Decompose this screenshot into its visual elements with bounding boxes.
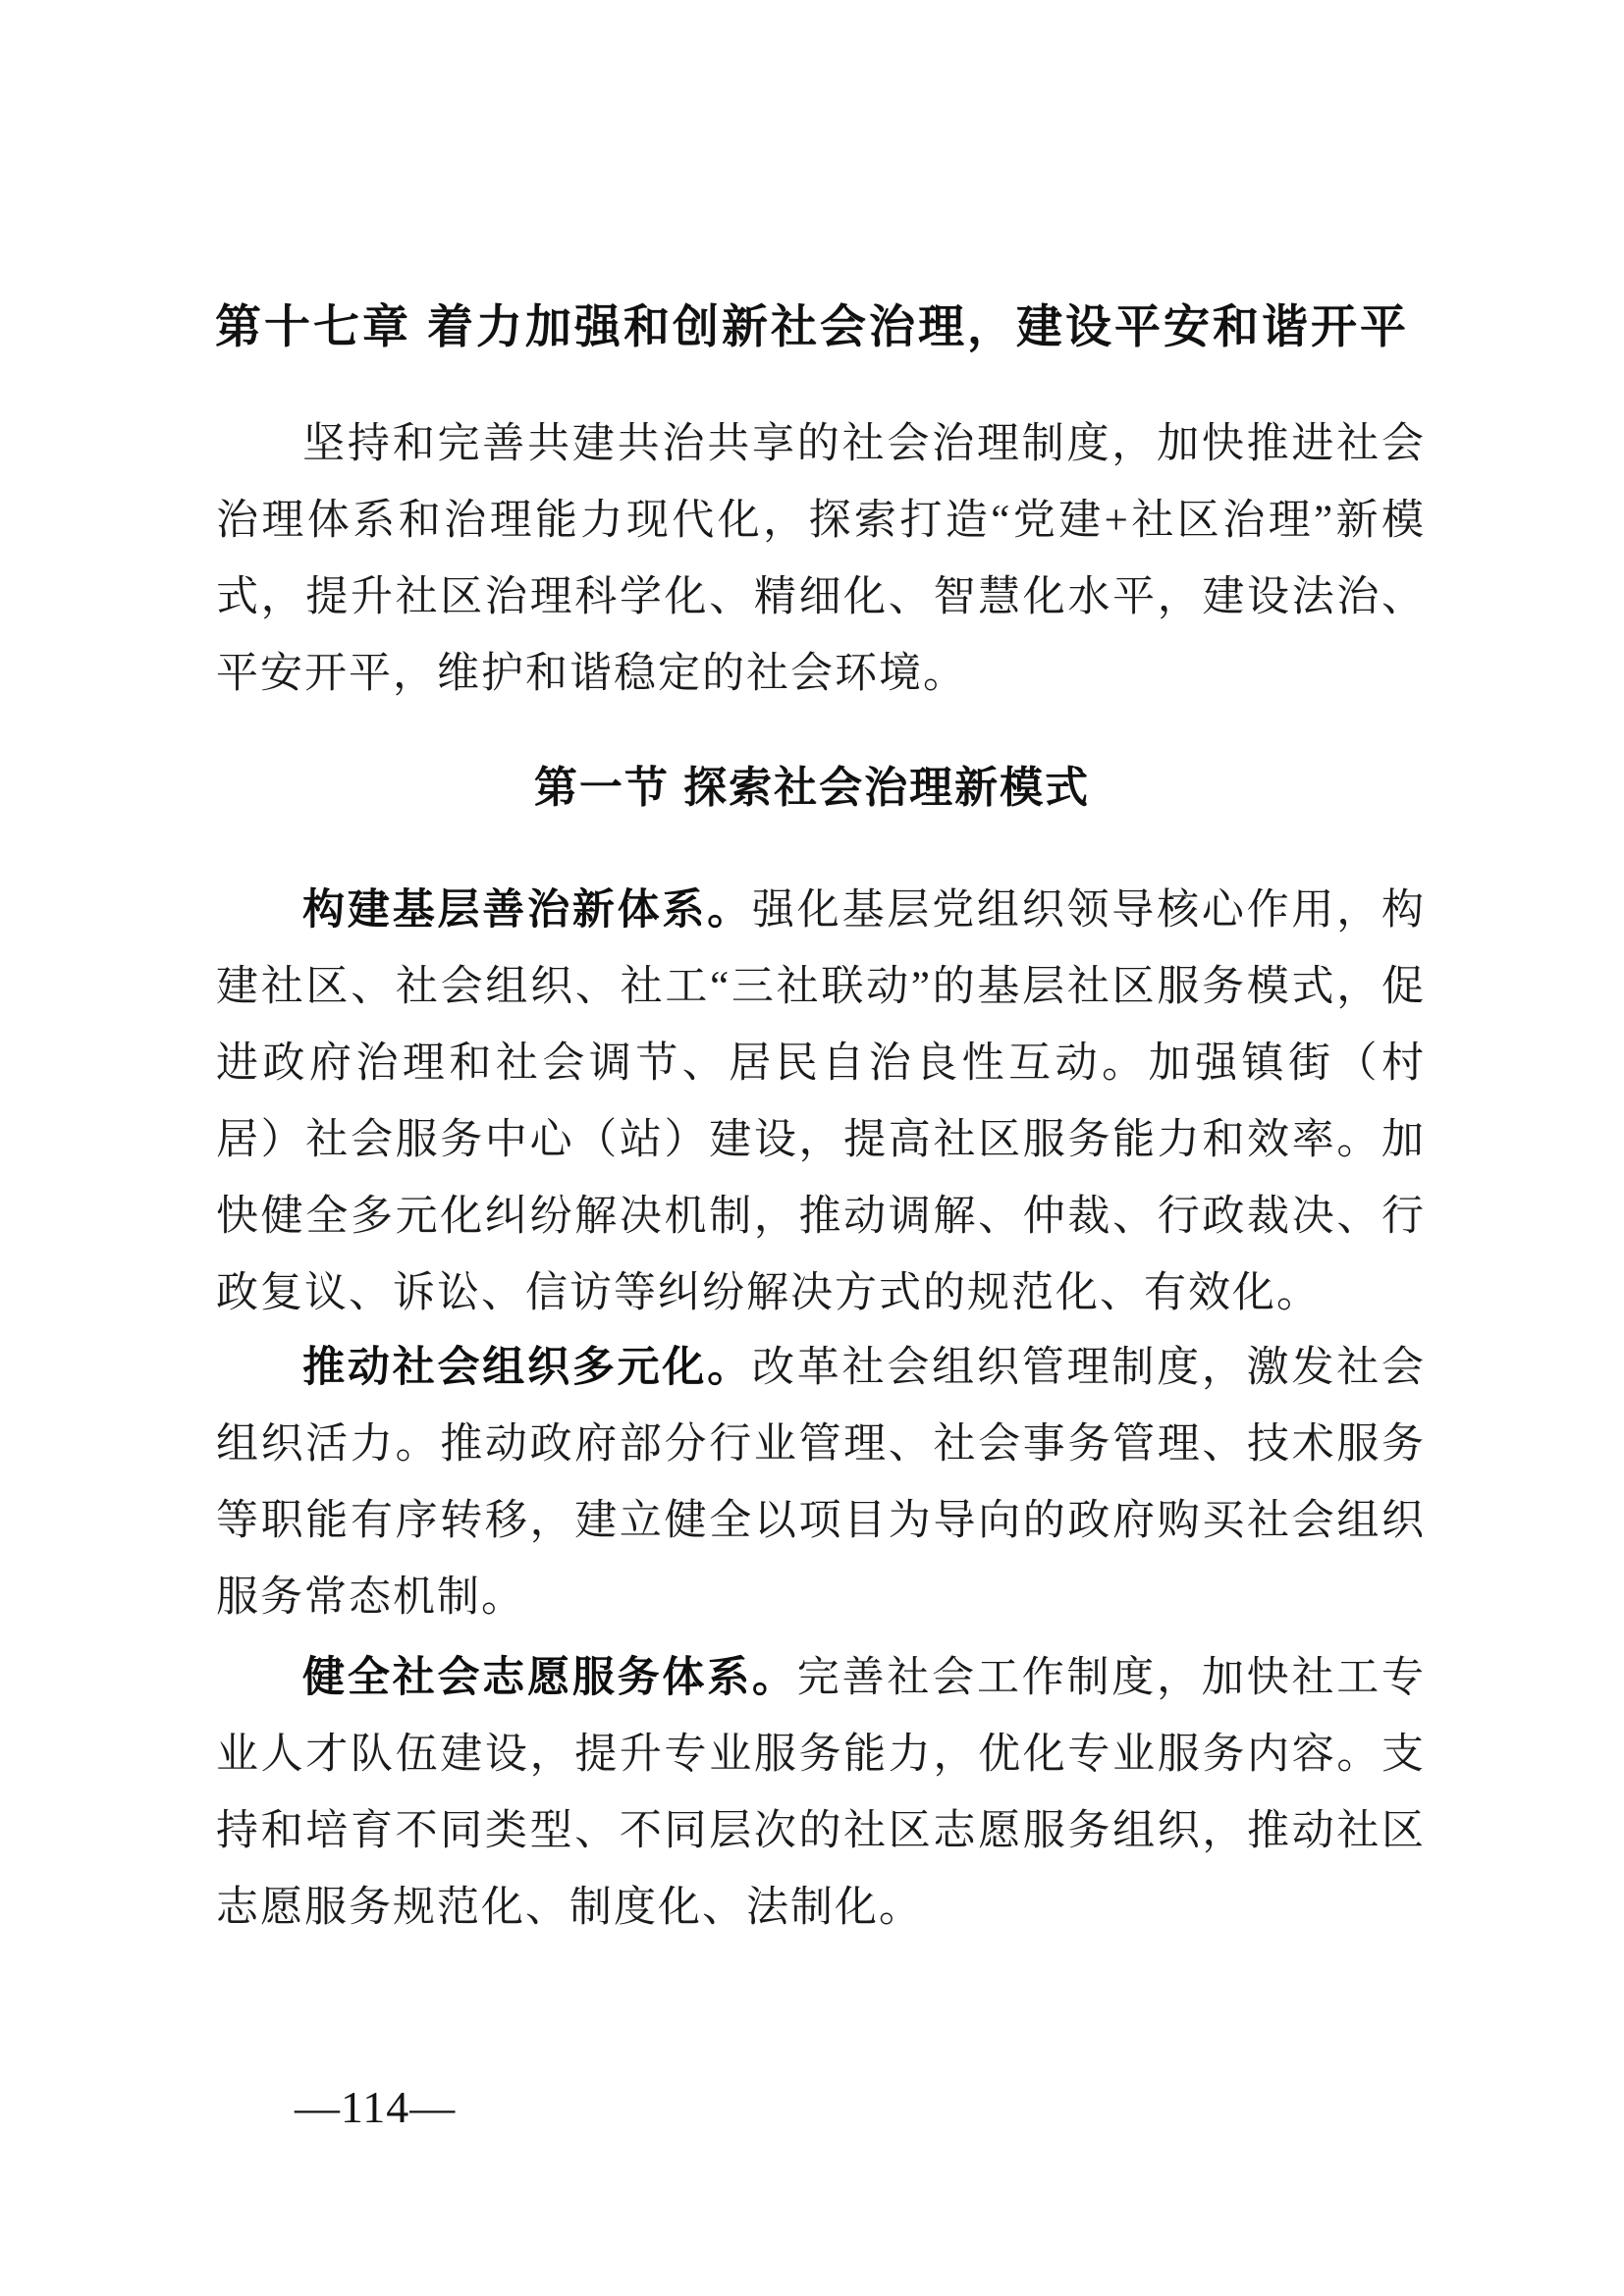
body-paragraph-1 xyxy=(216,872,1426,1332)
page-number: —114— xyxy=(295,2082,457,2132)
paragraph-1-lead: 构建基层善治新体系。 xyxy=(302,886,752,934)
section-title: 第一节 探索社会治理新模式 xyxy=(533,764,1091,812)
paragraph-1-text: 强化基层党组织领导核心作用，构建社区、社会组织、社工“三社联动”的基层社区服务模式，促进政府治理和社会调节、居民自治良性互动。加强镇街（村居）社会服务中心（站）建设，提高社区服务能力和效率。加快健全多元化纠纷解决机制，推动调解、仲裁、行政裁决、行政复议、诉讼、信访等纠纷解决方式的规范化、有效化。 xyxy=(216,887,1427,1316)
paragraph-2-lead: 推动社会组织多元化。 xyxy=(302,1344,752,1391)
paragraph-3-text: 完善社会工作制度，加快社工专业人才队伍建设，提升专业服务能力，优化专业服务内容。支持和培育不同类型、不同层次的社区志愿服务组织，推动社区志愿服务规范化、制度化、法制化。 xyxy=(216,1655,1427,1931)
body-paragraph-3 xyxy=(216,1639,1426,1947)
paragraph-2-text: 改革社会组织管理制度，激发社会组织活力。推动政府部分行业管理、社会事务管理、技术服务等职能有序转移，建立健全以项目为导向的政府购买社会组织服务常态机制。 xyxy=(216,1345,1427,1621)
intro-paragraph: 坚持和完善共建共治共享的社会治理制度，加快推进社会治理体系和治理能力现代化，探索打造“党建+社区治理”新模式，提升社区治理科学化、精细化、智慧化水平，建设法治、平安开平，维护和谐稳定的社会环境。 xyxy=(216,421,1426,697)
body-paragraph-2 xyxy=(216,1329,1426,1636)
paragraph-3-lead: 健全社会志愿服务体系。 xyxy=(302,1654,797,1701)
chapter-title: 第十七章 着力加强和创新社会治理，建设平安和谐开平 xyxy=(214,300,1410,352)
